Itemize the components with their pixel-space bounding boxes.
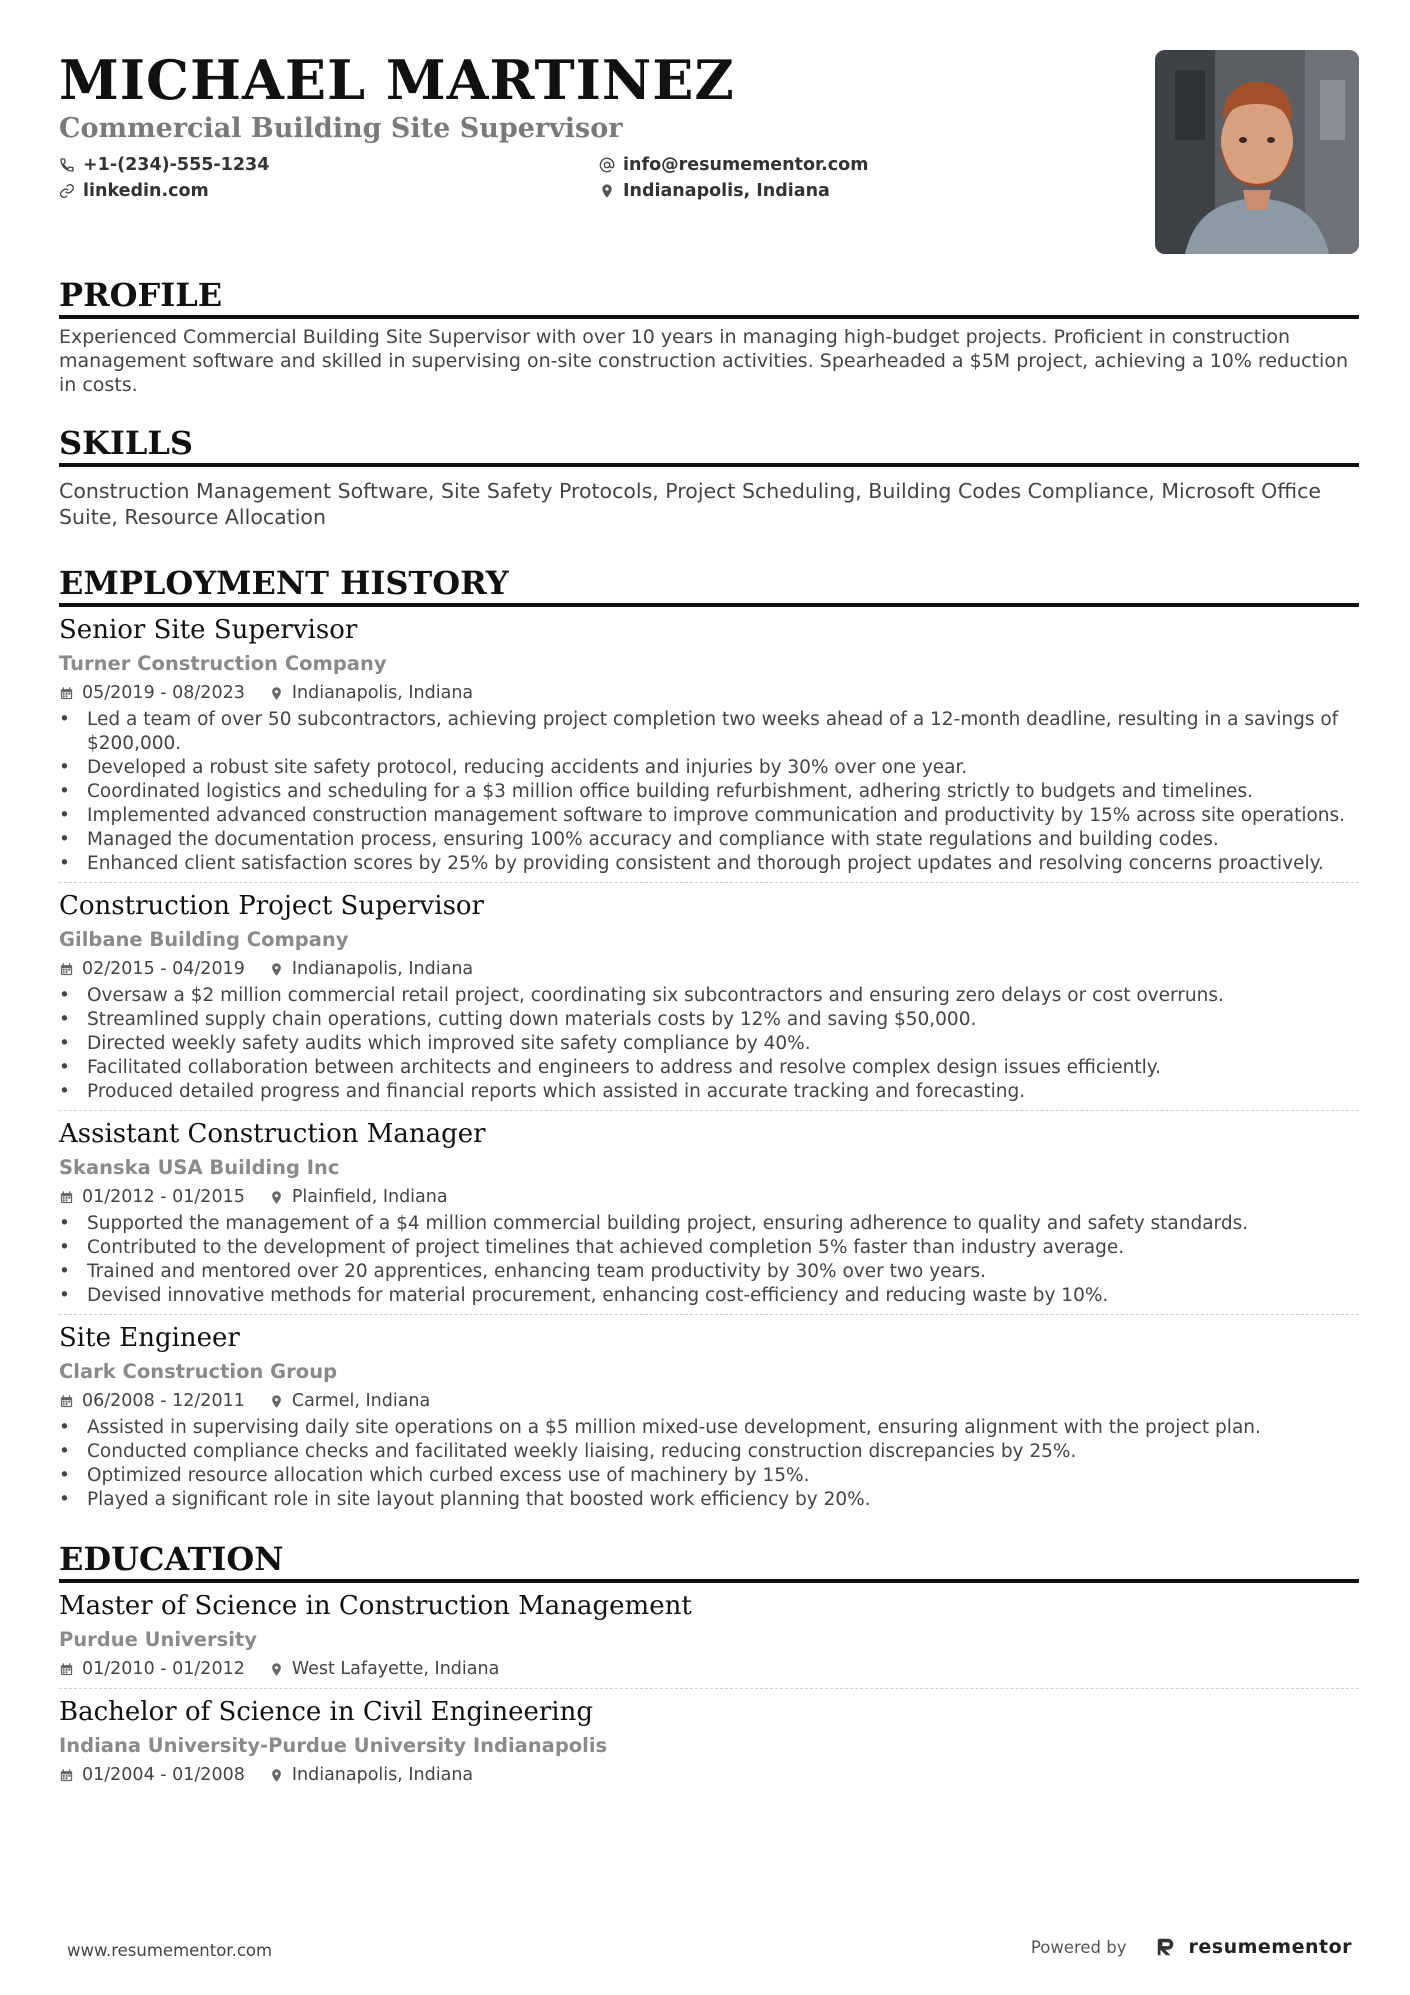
job-bullets: [59, 1212, 1359, 1308]
candidate-role: Commercial Building Site Supervisor: [59, 113, 623, 144]
calendar-icon: [59, 686, 74, 701]
education-entry: [59, 1583, 1359, 1689]
education-section: [59, 1540, 1359, 1794]
degree-title: Bachelor of Science in Civil Engineering: [59, 1697, 593, 1727]
job-bullet: • Contributed to the development of project timelines that achieved completion 5% faster than industry average.: [59, 1236, 1359, 1260]
job-company: Clark Construction Group: [59, 1360, 338, 1383]
job-bullet: • Played a significant role in site layout planning that boosted work efficiency by 20%.: [59, 1488, 1359, 1512]
contact-info: [59, 152, 879, 206]
phone-icon: [59, 157, 75, 173]
job-bullet: • Enhanced client satisfaction scores by 25% by providing consistent and thorough project updates and resolving concerns proactively.: [59, 852, 1359, 876]
education-dates: 01/2004 - 01/2008: [82, 1765, 245, 1785]
job-entry: [59, 1111, 1359, 1315]
job-title: Construction Project Supervisor: [59, 891, 484, 921]
education-dates: 01/2010 - 01/2012: [82, 1659, 245, 1679]
job-bullet: • Assisted in supervising daily site operations on a $5 million mixed-use development, ensuring alignment with the project plan.: [59, 1416, 1359, 1440]
job-bullets: [59, 984, 1359, 1104]
job-dates: 02/2015 - 04/2019: [82, 959, 245, 979]
contact-email[interactable]: [599, 152, 868, 178]
footer-website[interactable]: www.resumementor.com: [67, 1941, 273, 1960]
email-text: info@resumementor.com: [623, 155, 869, 175]
job-bullet: • Coordinated logistics and scheduling for a $3 million office building refurbishment, adhering strictly to budgets and timelines.: [59, 780, 1359, 804]
footer-branding[interactable]: [1031, 1936, 1352, 1958]
job-dates: 06/2008 - 12/2011: [82, 1391, 245, 1411]
job-company: Skanska USA Building Inc: [59, 1156, 340, 1179]
profile-heading: PROFILE: [59, 276, 1359, 319]
skills-text: Construction Management Software, Site Safety Protocols, Project Scheduling, Building Codes Compliance, Microsoft Office Suite, Resource Allocation: [59, 479, 1321, 529]
location-text: Indianapolis, Indiana: [623, 181, 830, 201]
map-pin-icon: [269, 962, 284, 977]
calendar-icon: [59, 1662, 74, 1677]
job-entry: [59, 1315, 1359, 1518]
resume-content: [59, 44, 1359, 1794]
linkedin-text: linkedin.com: [83, 181, 209, 201]
job-bullets: [59, 708, 1359, 876]
calendar-icon: [59, 962, 74, 977]
resumementor-logo-icon: [1155, 1936, 1177, 1958]
school-name: Purdue University: [59, 1628, 257, 1651]
job-location: Plainfield, Indiana: [291, 1187, 448, 1207]
contact-linkedin[interactable]: [59, 178, 209, 204]
calendar-icon: [59, 1394, 74, 1409]
job-meta: [59, 956, 1359, 982]
skills-section: [59, 424, 1359, 530]
job-location: Carmel, Indiana: [291, 1391, 431, 1411]
job-title: Assistant Construction Manager: [59, 1119, 486, 1149]
profile-photo: [1155, 50, 1359, 254]
job-bullet: • Managed the documentation process, ensuring 100% accuracy and compliance with state regulations and building codes.: [59, 828, 1359, 852]
calendar-icon: [59, 1190, 74, 1205]
job-company: Gilbane Building Company: [59, 928, 349, 951]
job-bullet: • Trained and mentored over 20 apprentices, enhancing team productivity by 30% over two years.: [59, 1260, 1359, 1284]
job-bullets: [59, 1416, 1359, 1512]
job-location: Indianapolis, Indiana: [291, 683, 474, 703]
map-pin-icon: [599, 183, 615, 199]
education-location: West Lafayette, Indiana: [291, 1659, 500, 1679]
contact-location: [599, 178, 830, 204]
resume-header: [59, 44, 1359, 250]
job-bullet: • Implemented advanced construction management software to improve communication and productivity by 15% across site operations.: [59, 804, 1359, 828]
profile-text: Experienced Commercial Building Site Supervisor with over 10 years in managing high-budget projects. Proficient in construction management software and skilled in supervising on-site construction activities. Spearheaded a $5M project, achieving a 10% reduction in costs.: [59, 326, 1348, 396]
job-bullet: • Developed a robust site safety protocol, reducing accidents and injuries by 30% over one year.: [59, 756, 1359, 780]
contact-phone[interactable]: [59, 152, 269, 178]
phone-text: +1-(234)-555-1234: [83, 155, 270, 175]
job-meta: [59, 1388, 1359, 1414]
map-pin-icon: [269, 1662, 284, 1677]
candidate-name: MICHAEL MARTINEZ: [59, 48, 735, 112]
map-pin-icon: [269, 1394, 284, 1409]
school-name: Indiana University-Purdue University Indianapolis: [59, 1734, 608, 1757]
education-location: Indianapolis, Indiana: [291, 1765, 474, 1785]
map-pin-icon: [269, 1768, 284, 1783]
at-icon: [599, 157, 615, 173]
job-meta: [59, 680, 1359, 706]
map-pin-icon: [269, 686, 284, 701]
brand-name: resumementor: [1188, 1936, 1352, 1958]
employment-section: [59, 564, 1359, 1518]
link-icon: [59, 183, 75, 199]
job-bullet: • Directed weekly safety audits which improved site safety compliance by 40%.: [59, 1032, 1359, 1056]
powered-by-label: Powered by: [1030, 1937, 1127, 1957]
job-bullet: • Facilitated collaboration between architects and engineers to address and resolve complex design issues efficiently.: [59, 1056, 1359, 1080]
employment-heading: EMPLOYMENT HISTORY: [59, 564, 1359, 607]
job-dates: 05/2019 - 08/2023: [82, 683, 245, 703]
education-meta: [59, 1656, 1359, 1682]
job-bullet: • Oversaw a $2 million commercial retail project, coordinating six subcontractors and ensuring zero delays or cost overruns.: [59, 984, 1359, 1008]
job-location: Indianapolis, Indiana: [291, 959, 474, 979]
job-company: Turner Construction Company: [59, 652, 387, 675]
job-bullet: • Produced detailed progress and financial reports which assisted in accurate tracking and forecasting.: [59, 1080, 1359, 1104]
education-entry: [59, 1689, 1359, 1794]
job-title: Senior Site Supervisor: [59, 615, 358, 645]
degree-title: Master of Science in Construction Management: [59, 1591, 692, 1621]
job-bullet: • Devised innovative methods for material procurement, enhancing cost-efficiency and reducing waste by 10%.: [59, 1284, 1359, 1308]
job-bullet: • Optimized resource allocation which curbed excess use of machinery by 15%.: [59, 1464, 1359, 1488]
job-bullet: • Supported the management of a $4 million commercial building project, ensuring adherence to quality and safety standards.: [59, 1212, 1359, 1236]
education-meta: [59, 1762, 1359, 1788]
job-bullet: • Conducted compliance checks and facilitated weekly liaising, reducing construction discrepancies by 25%.: [59, 1440, 1359, 1464]
job-bullet: • Streamlined supply chain operations, cutting down materials costs by 12% and saving $50,000.: [59, 1008, 1359, 1032]
education-heading: EDUCATION: [59, 1540, 1359, 1583]
job-entry: [59, 607, 1359, 883]
job-title: Site Engineer: [59, 1323, 240, 1353]
profile-section: [59, 276, 1359, 397]
skills-heading: SKILLS: [59, 424, 1359, 467]
calendar-icon: [59, 1768, 74, 1783]
map-pin-icon: [269, 1190, 284, 1205]
job-bullet: • Led a team of over 50 subcontractors, achieving project completion two weeks ahead of a 12-month deadline, resulting in a savings of $200,000.: [59, 708, 1359, 756]
job-entry: [59, 883, 1359, 1111]
job-meta: [59, 1184, 1359, 1210]
job-dates: 01/2012 - 01/2015: [82, 1187, 245, 1207]
